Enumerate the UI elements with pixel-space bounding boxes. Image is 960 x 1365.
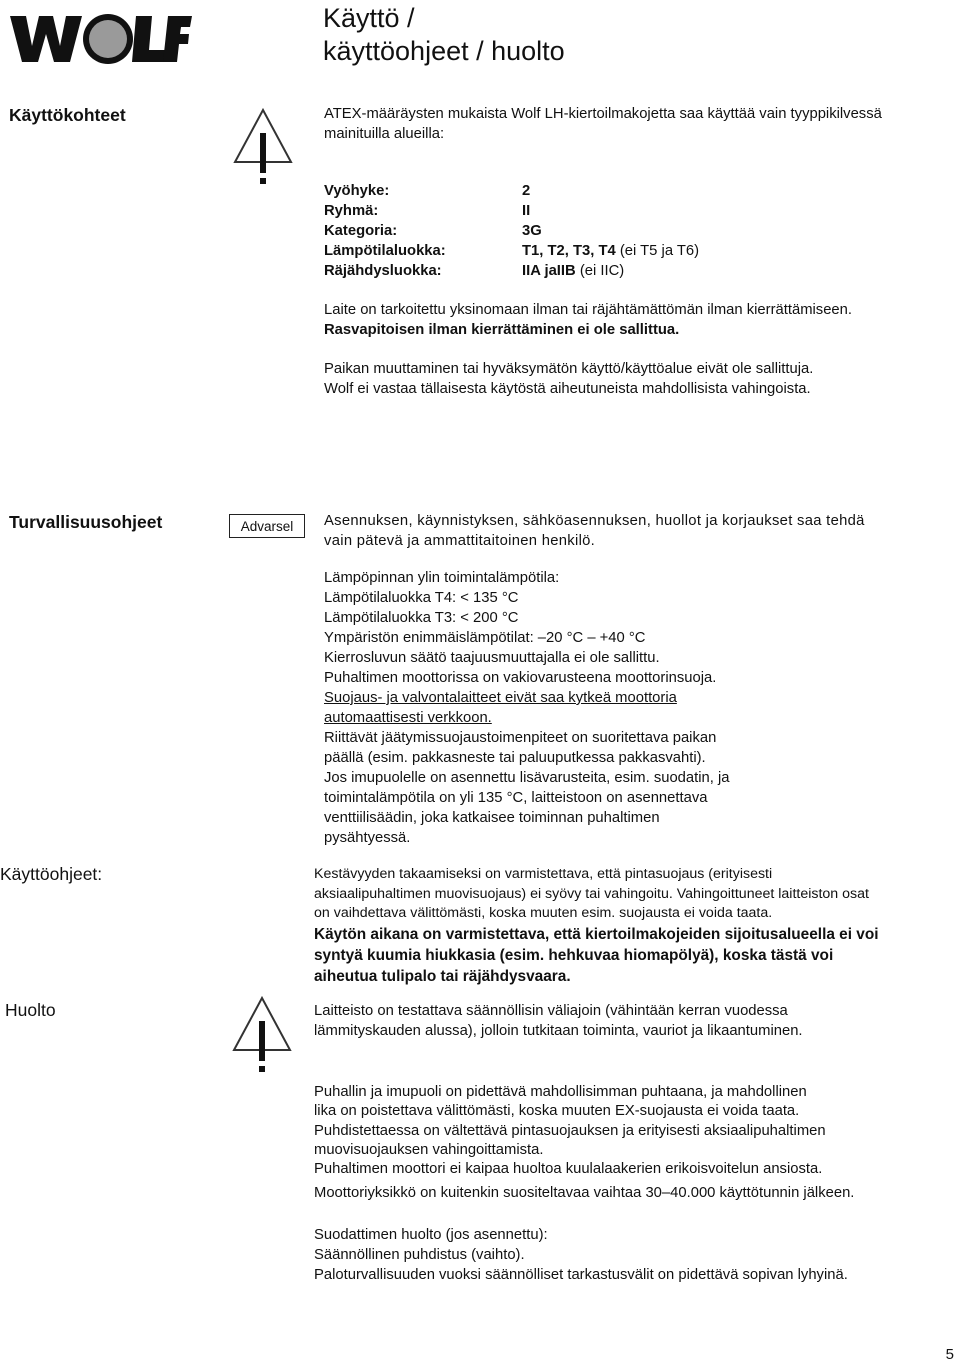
turvallisuus-intro: [324, 511, 865, 551]
huolto-line: Moottoriyksikkö on kuitenkin suositeltavaa vaihtaa 30–40.000 käyttötunnin jälkeen.: [314, 1185, 855, 1202]
detail-line: päällä (esim. pakkasneste tai paluuputkessa pakkasvahti).: [324, 750, 706, 766]
warning-triangle-icon: [232, 107, 294, 196]
huolto-line: lika on poistettava välittömästi, koska muuten EX-suojausta ei voida taata.: [314, 1103, 800, 1120]
page-title-line1: Käyttö /: [323, 3, 415, 33]
wolf-logo: [8, 8, 194, 68]
huolto-line: Puhdistettaessa on vältettävä pintasuojauksen ja erityisesti aksiaalipuhaltimen: [314, 1122, 826, 1139]
spec-label-rajahdysluokka: Räjähdysluokka:: [324, 263, 442, 279]
detail-line: toimintalämpötila on yli 135 °C, laitteistoon on asennettava: [324, 790, 708, 806]
detail-line: Kierrosluvun säätö taajuusmuuttajalla ei ole sallittu.: [324, 650, 660, 666]
detail-line: venttiilisäädin, joka katkaisee toiminnan puhaltimen: [324, 810, 660, 826]
spec-value-main: IIA jaIIB: [522, 263, 576, 279]
kayttoohjeet-line: on vaihdettava välittömästi, koska muuten esim. suojausta ei voida taata.: [314, 905, 773, 921]
detail-line: Lämpötilaluokka T3: < 200 °C: [324, 610, 519, 626]
huolto-line: Puhallin ja imupuoli on pidettävä mahdollisimman puhtaana, ja mahdollinen: [314, 1084, 807, 1100]
turvallisuus-line: Asennuksen, käynnistyksen, sähköasennuksen, huollot ja korjaukset saa tehdä: [324, 513, 865, 529]
spec-value-vyohyke: 2: [522, 183, 531, 199]
huolto-line: Puhaltimen moottori ei kaipaa huoltoa kuulalaakerien erikoisvoitelun ansiosta.: [314, 1161, 823, 1178]
detail-line: Lämpötilaluokka T4: < 135 °C: [324, 590, 519, 606]
kayttoohjeet-bold-line: Käytön aikana on varmistettava, että kiertoilmakojeiden sijoitusalueella ei voi: [314, 925, 879, 943]
detail-line: Jos imupuolelle on asennettu lisävarusteita, esim. suodatin, ja: [324, 770, 730, 786]
warning-triangle-icon: [231, 995, 293, 1084]
page-title: [323, 2, 565, 68]
intro-line1: ATEX-määräysten mukaista Wolf LH-kiertoilmakojetta saa käyttää vain tyyppikilvessä: [324, 106, 882, 122]
kayttoohjeet-line: Kestävyyden takaamiseksi on varmistettava, että pintasuojaus (erityisesti: [314, 866, 773, 882]
page-title-line2: käyttöohjeet / huolto: [323, 36, 565, 66]
huolto-line: muovisuojauksen vahingoittamista.: [314, 1141, 544, 1158]
section-heading-kayttoohjeet: Käyttöohjeet:: [0, 864, 103, 884]
detail-line: Puhaltimen moottorissa on vakiovarusteena moottorinsuoja.: [324, 670, 717, 686]
kayttokohteet-para2: [324, 359, 813, 399]
spec-label-kategoria: Kategoria:: [324, 223, 398, 239]
detail-line-underlined: automaattisesti verkkoon.: [324, 710, 492, 726]
spec-value-ryhma: II: [522, 203, 531, 219]
section-heading-huolto: Huolto: [5, 1000, 56, 1020]
section-heading-kayttokohteet: Käyttökohteet: [9, 105, 126, 125]
huolto-filter: [314, 1225, 848, 1285]
logo-text: WOLF: [8, 8, 11, 9]
spec-label-lampotilaluokka: Lämpötilaluokka:: [324, 243, 446, 259]
turvallisuus-details: [324, 568, 730, 848]
wolf-logo-graphic: [8, 8, 194, 68]
spec-value-kategoria: 3G: [522, 223, 542, 239]
huolto-line: Suodattimen huolto (jos asennettu):: [314, 1227, 548, 1243]
detail-line: pysähtyessä.: [324, 830, 411, 846]
advarsel-badge: Advarsel: [229, 514, 305, 538]
spec-value-rajahdysluokka: [522, 261, 624, 281]
huolto-intro: [314, 1001, 803, 1041]
intro-line2: mainituilla alueilla:: [324, 126, 445, 142]
detail-line: Lämpöpinnan ylin toimintalämpötila:: [324, 570, 560, 586]
kayttokohteet-intro: [324, 104, 882, 144]
kayttoohjeet-line: aksiaalipuhaltimen muovisuojaus) ei syövy tai vahingoitu. Vahingoittuneet laitteiston osat: [314, 885, 869, 902]
spec-value-main: T1, T2, T3, T4: [522, 243, 616, 259]
detail-line: Riittävät jäätymissuojaustoimenpiteet on suoritettava paikan: [324, 730, 717, 746]
detail-line-underlined: Suojaus- ja valvontalaitteet eivät saa kytkeä moottoria: [324, 690, 677, 706]
kayttokohteet-para1: [324, 300, 852, 340]
para2-line2: Wolf ei vastaa tällaisesta käytöstä aiheutuneista mahdollisista vahingoista.: [324, 381, 811, 397]
huolto-line: lämmityskauden alussa), jolloin tutkitaan toiminta, vauriot ja likaantuminen.: [314, 1023, 803, 1039]
spec-value-note: (ei IIC): [575, 263, 625, 279]
para1-line2: Rasvapitoisen ilman kierrättäminen ei ole sallittua.: [324, 322, 680, 338]
kayttoohjeet-bold-line: syntyä kuumia hiukkasia (esim. hehkuvaa hiomapölyä), koska tästä voi: [314, 946, 834, 964]
turvallisuus-line: vain pätevä ja ammattitaitoinen henkilö.: [324, 533, 596, 549]
huolto-line: Paloturvallisuuden vuoksi säännölliset tarkastusvälit on pidettävä sopivan lyhyinä.: [314, 1267, 848, 1283]
para2-line1: Paikan muuttaminen tai hyväksymätön käyttö/käyttöalue eivät ole sallittuja.: [324, 361, 814, 377]
kayttoohjeet-text: [314, 865, 879, 987]
huolto-line: Laitteisto on testattava säännöllisin väliajoin (vähintään kerran vuodessa: [314, 1003, 788, 1019]
spec-label-vyohyke: Vyöhyke:: [324, 183, 390, 199]
kayttoohjeet-bold-line: aiheutua tulipalo tai räjähdysvaara.: [314, 967, 571, 985]
section-heading-turvallisuusohjeet: Turvallisuusohjeet: [9, 512, 163, 532]
huolto-line: Säännöllinen puhdistus (vaihto).: [314, 1247, 525, 1263]
para1-line1: Laite on tarkoitettu yksinomaan ilman tai räjähtämättömän ilman kierrättämiseen.: [324, 302, 853, 318]
spec-label-ryhma: Ryhmä:: [324, 203, 379, 219]
huolto-cleaning: [314, 1083, 854, 1204]
spec-value-note: (ei T5 ja T6): [615, 243, 700, 259]
detail-line: Ympäristön enimmäislämpötilat: –20 °C – +40 °C: [324, 630, 646, 646]
page-number: 5: [945, 1346, 954, 1363]
spec-value-lampotilaluokka: [522, 241, 699, 261]
